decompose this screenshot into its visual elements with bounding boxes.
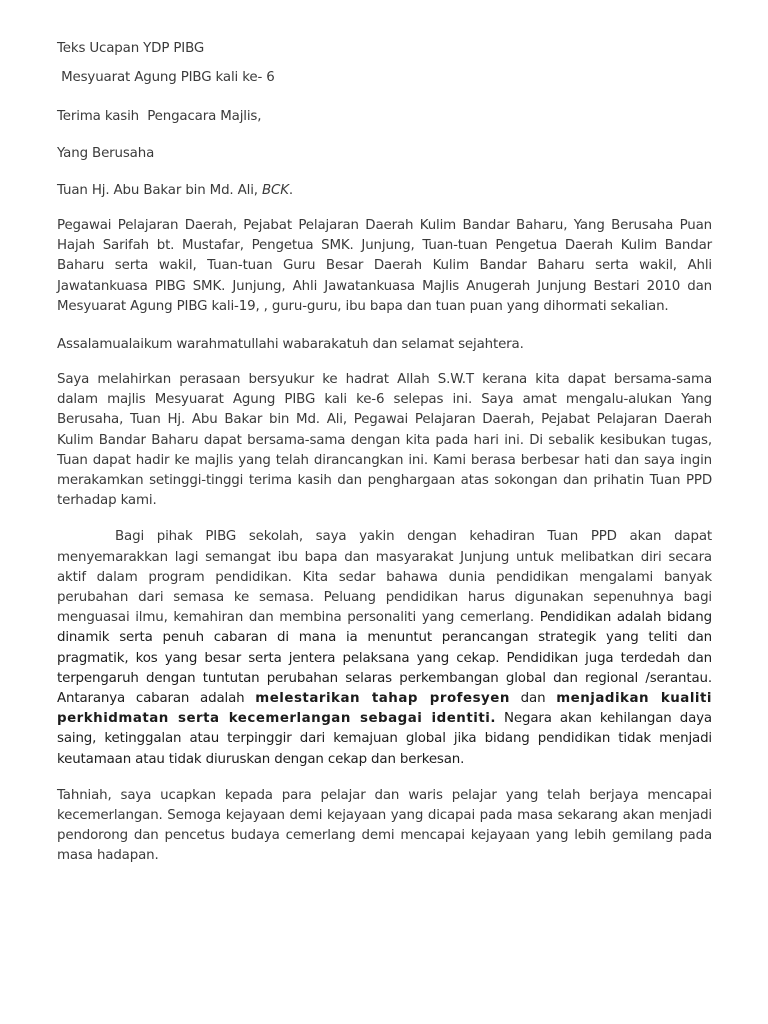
paragraph-guests: Pegawai Pelajaran Daerah, Pejabat Pelajaran Daerah Kulim Bandar Baharu, Yang Berusaha Puan Hajah Sarifah bt. Mustafar, Pengetua SMK. Junjung, Tuan-tuan Pengetua Daerah Kulim Bandar Baharu serta wakil, Tuan-tuan Guru Besar Daerah Kulim Bandar Baharu serta wakil, Ahli Jawatankuasa PIBG SMK. Junjung, Ahli Jawatankuasa Majlis Anugerah Junjung Bestari 2010 dan Mesyuarat Agung PIBG kali-19, , guru-guru, ibu bapa dan tuan puan yang dihormati sekalian. [57, 218, 712, 314]
document-title: Teks Ucapan YDP PIBG [57, 41, 205, 56]
vip-title: BCK [262, 183, 289, 198]
pibg-intro-text: Bagi pihak PIBG sekolah, saya yakin dengan kehadiran Tuan PPD akan dapat menyemarakkan lagi semangat ibu bapa dan masyarakat Junjung untuk melibatkan diri secara aktif dalam program pendidikan. Kita sedar bahawa dunia pendidikan mengalami banyak perubahan dari semasa ke semasa. Peluang pendidikan harus digunakan sepenuhnya bagi menguasai ilmu, kemahiran dan membina personaliti yang cemerlang. [57, 529, 712, 626]
honorific-line: Yang Berusaha [57, 146, 155, 161]
document-subtitle: Mesyuarat Agung PIBG kali ke- 6 [57, 70, 275, 85]
pibg-closing-text: Negara akan kehilangan daya saing, ketinggalan atau terpinggir dari kemajuan global jika bidang pendidikan tidak menjadi keutamaan atau tidak diuruskan dengan cekap dan berkesan. [57, 711, 712, 767]
pibg-bold-phrase-1: melestarikan tahap profesyen [255, 691, 510, 707]
paragraph-pibg [57, 527, 712, 769]
vip-line [57, 179, 712, 202]
pibg-bold-phrase-2: menjadikan kualiti perkhidmatan serta kecemerlangan sebagai identiti. [57, 691, 713, 727]
document-body [57, 37, 712, 867]
paragraph-thanks: Saya melahirkan perasaan bersyukur ke hadrat Allah S.W.T kerana kita dapat bersama-sama dalam majlis Mesyuarat Agung PIBG kali ke-6 selepas ini. Saya amat mengalu-alukan Yang Berusaha, Tuan Hj. Abu Bakar bin Md. Ali, Pegawai Pelajaran Daerah, Pejabat Pelajaran Daerah Kulim Bandar Baharu dapat bersama-sama dengan kita pada hari ini. Di sebalik kesibukan tugas, Tuan dapat hadir ke majlis yang telah dirancangkan ini. Kami berasa berbesar hati dan saya ingin merakamkan setinggi-tinggi terima kasih dan penghargaan atas sokongan dan prihatin Tuan PPD terhadap kami. [57, 372, 712, 509]
vip-name: Tuan Hj. Abu Bakar bin Md. Ali, [57, 183, 263, 198]
pibg-challenge-text: Pendidikan adalah bidang dinamik serta penuh cabaran di mana ia menuntut perancangan strategik yang teliti dan pragmatik, kos yang besar serta jentera pelaksana yang cekap. Pendidikan juga terdedah dan terpengaruh dengan tuntutan perubahan selaras perkembangan global dan regional /serantau. Antaranya cabaran adalah [57, 610, 712, 707]
paragraph-congrats: Tahniah, saya ucapkan kepada para pelajar dan waris pelajar yang telah berjaya mencapai kecemerlangan. Semoga kejayaan demi kejayaan yang dicapai pada masa sekarang akan menjadi pendorong dan pencetus budaya cemerlang demi mencapai kejayaan yang lebih gemilang pada masa hadapan. [57, 787, 712, 864]
vip-end: . [288, 183, 293, 198]
greeting-line: Terima kasih Pengacara Majlis, [57, 109, 262, 124]
paragraph-salam: Assalamualaikum warahmatullahi wabarakatuh dan selamat sejahtera. [57, 337, 524, 353]
pibg-connector-text: dan [509, 691, 557, 707]
